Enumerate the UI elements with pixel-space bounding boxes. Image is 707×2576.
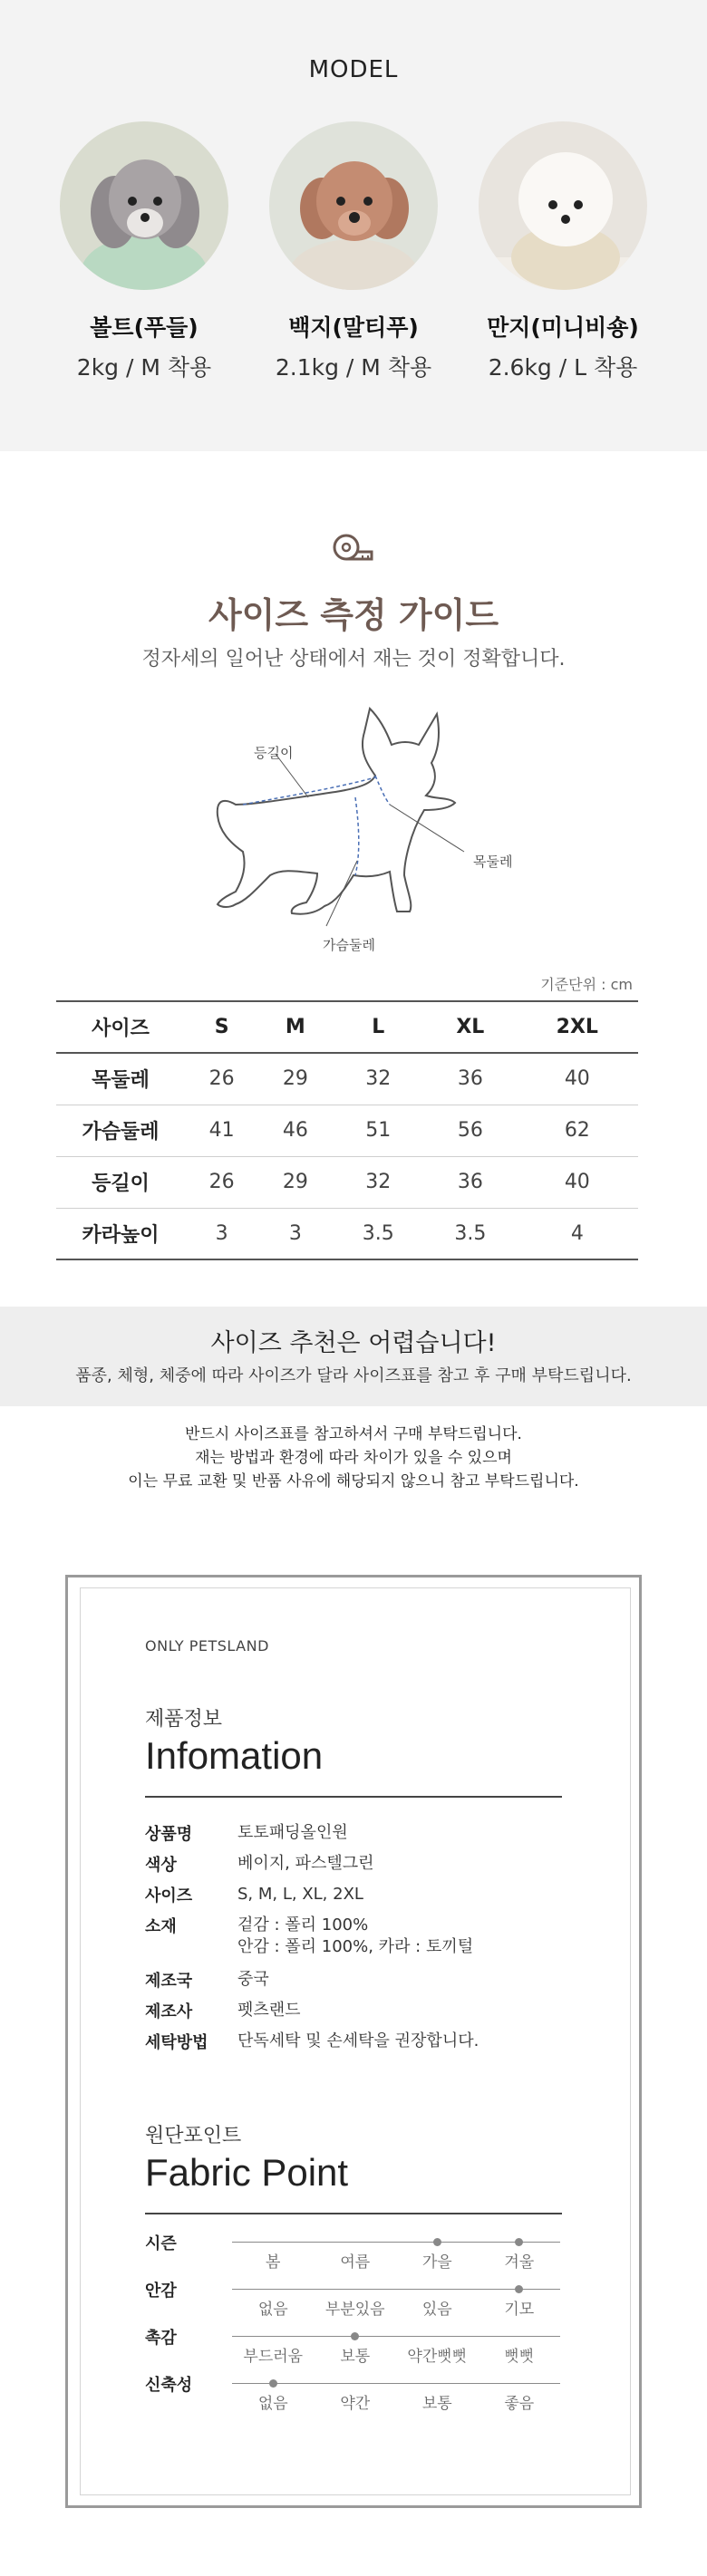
info-key: 상품명 (145, 1825, 193, 1844)
info-value-line2: 안감 : 폴리 100%, 카라 : 토끼털 (237, 1937, 474, 1956)
fabric-option-label: 없음 (257, 2301, 288, 2319)
model-spec: 2kg / M 착용 (76, 354, 212, 381)
fabric-row-label: 촉감 (145, 2329, 177, 2348)
row-label: 목둘레 (92, 1069, 150, 1093)
model-card-manji (479, 121, 647, 382)
fabric-option-label: 없음 (257, 2395, 288, 2413)
model-card-baekji (269, 121, 438, 382)
fabric-selected-dot (433, 2238, 441, 2246)
fabric-option-label: 약간 (340, 2395, 371, 2413)
recommend-title: 사이즈 추천은 어렵습니다! (210, 1329, 497, 1357)
model-name: 만지(미니비숑) (487, 314, 639, 341)
recommend-subtitle: 품종, 체형, 체중에 따라 사이즈가 달라 사이즈표를 참고 후 구매 부탁드립니다. (75, 1366, 632, 1385)
table-header-cell: 사이즈 (92, 1018, 150, 1040)
info-value: 토토패딩올인원 (237, 1823, 348, 1842)
info-divider (145, 1796, 562, 1798)
fabric-section-title: Fabric Point (145, 2151, 349, 2194)
table-cell: 32 (365, 1171, 392, 1193)
table-cell: 40 (564, 1067, 590, 1091)
dog-measurement-diagram (199, 698, 526, 964)
info-value: 겉감 : 폴리 100% (237, 1915, 369, 1934)
fabric-option-label: 가을 (421, 2253, 452, 2272)
fabric-divider (145, 2213, 562, 2214)
table-cell: 4 (570, 1221, 584, 1245)
model-card-bolt (60, 121, 228, 382)
size-guide-title: 사이즈 측정 가이드 (208, 595, 499, 635)
size-guide-subtitle: 정자세의 일어난 상태에서 재는 것이 정확합니다. (141, 648, 566, 671)
info-key: 사이즈 (145, 1886, 193, 1905)
info-value: 단독세탁 및 손세탁을 권장합니다. (237, 2031, 479, 2050)
table-header-cell: XL (456, 1016, 485, 1038)
model-section (0, 0, 707, 451)
notice-line: 이는 무료 교환 및 반품 사유에 해당되지 않으니 참고 부탁드립니다. (128, 1472, 579, 1491)
fabric-row-label: 시즌 (145, 2234, 177, 2253)
table-cell: 51 (365, 1119, 392, 1142)
table-cell: 36 (457, 1067, 483, 1091)
fabric-row-label: 안감 (145, 2282, 177, 2301)
info-key: 제조국 (145, 1972, 193, 1991)
chest-label: 가슴둘레 (323, 937, 375, 953)
info-key: 세탁방법 (145, 2033, 208, 2052)
table-cell: 26 (208, 1067, 235, 1091)
table-cell: 3 (288, 1221, 302, 1245)
table-row (56, 1105, 638, 1156)
table-cell: 62 (564, 1119, 590, 1142)
unit-label: 기준단위 : cm (540, 976, 633, 993)
table-row (56, 1053, 638, 1105)
table-cell: 29 (282, 1171, 308, 1193)
fabric-selected-dot (269, 2379, 277, 2388)
fabric-option-label: 약간뻣뻣 (407, 2348, 468, 2366)
table-header-cell: 2XL (556, 1016, 598, 1038)
fabric-scale-line (232, 2289, 560, 2290)
dog-photo-poodle (60, 121, 228, 290)
info-section-title: Infomation (145, 1734, 324, 1777)
fabric-scale-line (232, 2383, 560, 2384)
fabric-row-label: 신축성 (145, 2376, 193, 2395)
size-table-header (56, 1001, 638, 1053)
fabric-scale-line (232, 2242, 560, 2243)
info-key: 소재 (145, 1917, 177, 1936)
row-label: 등길이 (92, 1172, 150, 1195)
table-row (56, 1208, 638, 1259)
notice-line: 반드시 사이즈표를 참고하셔서 구매 부탁드립니다. (185, 1425, 522, 1443)
model-heading: MODEL (308, 56, 399, 83)
table-cell: 46 (282, 1119, 308, 1142)
table-cell: 32 (365, 1067, 392, 1091)
table-header-cell: S (214, 1016, 229, 1038)
model-spec: 2.1kg / M 착용 (275, 354, 432, 381)
fabric-option-label: 보통 (340, 2348, 371, 2366)
fabric-option-label: 기모 (504, 2301, 535, 2319)
info-value: 베이지, 파스텔그린 (237, 1854, 374, 1873)
model-name: 백지(말티푸) (288, 314, 419, 341)
table-cell: 36 (457, 1171, 483, 1193)
table-cell: 26 (208, 1171, 235, 1193)
table-header-cell: L (372, 1016, 385, 1038)
fabric-option-label: 부드러움 (243, 2348, 304, 2366)
fabric-option-label: 겨울 (504, 2253, 535, 2272)
fabric-option-label: 보통 (421, 2395, 452, 2413)
fabric-option-label: 부분있음 (324, 2301, 385, 2319)
fabric-option-label: 있음 (421, 2301, 452, 2319)
recommend-banner (0, 1307, 707, 1406)
model-name: 볼트(푸들) (90, 314, 199, 341)
info-section-label: 제품정보 (145, 1708, 223, 1731)
info-value: 중국 (237, 1970, 269, 1989)
size-table (56, 1000, 638, 1260)
fabric-option-label: 여름 (340, 2253, 371, 2272)
table-cell: 29 (282, 1067, 308, 1091)
table-cell: 3 (215, 1221, 228, 1245)
fabric-option-label: 봄 (266, 2253, 281, 2272)
table-cell: 41 (208, 1119, 235, 1142)
fabric-option-label: 뻣뻣 (504, 2348, 535, 2366)
table-row (56, 1156, 638, 1208)
info-value: S, M, L, XL, 2XL (237, 1885, 363, 1904)
back-length-label: 등길이 (254, 745, 294, 761)
table-cell: 3.5 (362, 1221, 394, 1245)
table-cell: 3.5 (454, 1221, 487, 1245)
dog-photo-maltipoo (269, 121, 438, 290)
fabric-scale-line (232, 2336, 560, 2337)
brand-name: ONLY PETSLAND (145, 1637, 269, 1655)
row-label: 가슴둘레 (82, 1121, 160, 1143)
info-value: 펫츠랜드 (237, 2001, 301, 2020)
neck-label: 목둘레 (473, 854, 513, 870)
fabric-section-label: 원단포인트 (145, 2125, 242, 2147)
table-cell: 56 (457, 1119, 483, 1142)
table-cell: 40 (564, 1171, 590, 1193)
fabric-option-label: 좋음 (504, 2395, 535, 2413)
notice-line: 재는 방법과 환경에 따라 차이가 있을 수 있으며 (195, 1449, 512, 1467)
row-label: 카라높이 (82, 1223, 160, 1247)
model-spec: 2.6kg / L 착용 (488, 354, 638, 381)
tape-measure-icon (332, 533, 375, 571)
info-key: 색상 (145, 1856, 177, 1875)
dog-photo-bichon (479, 121, 647, 290)
info-key: 제조사 (145, 2002, 193, 2021)
table-header-cell: M (285, 1016, 305, 1038)
